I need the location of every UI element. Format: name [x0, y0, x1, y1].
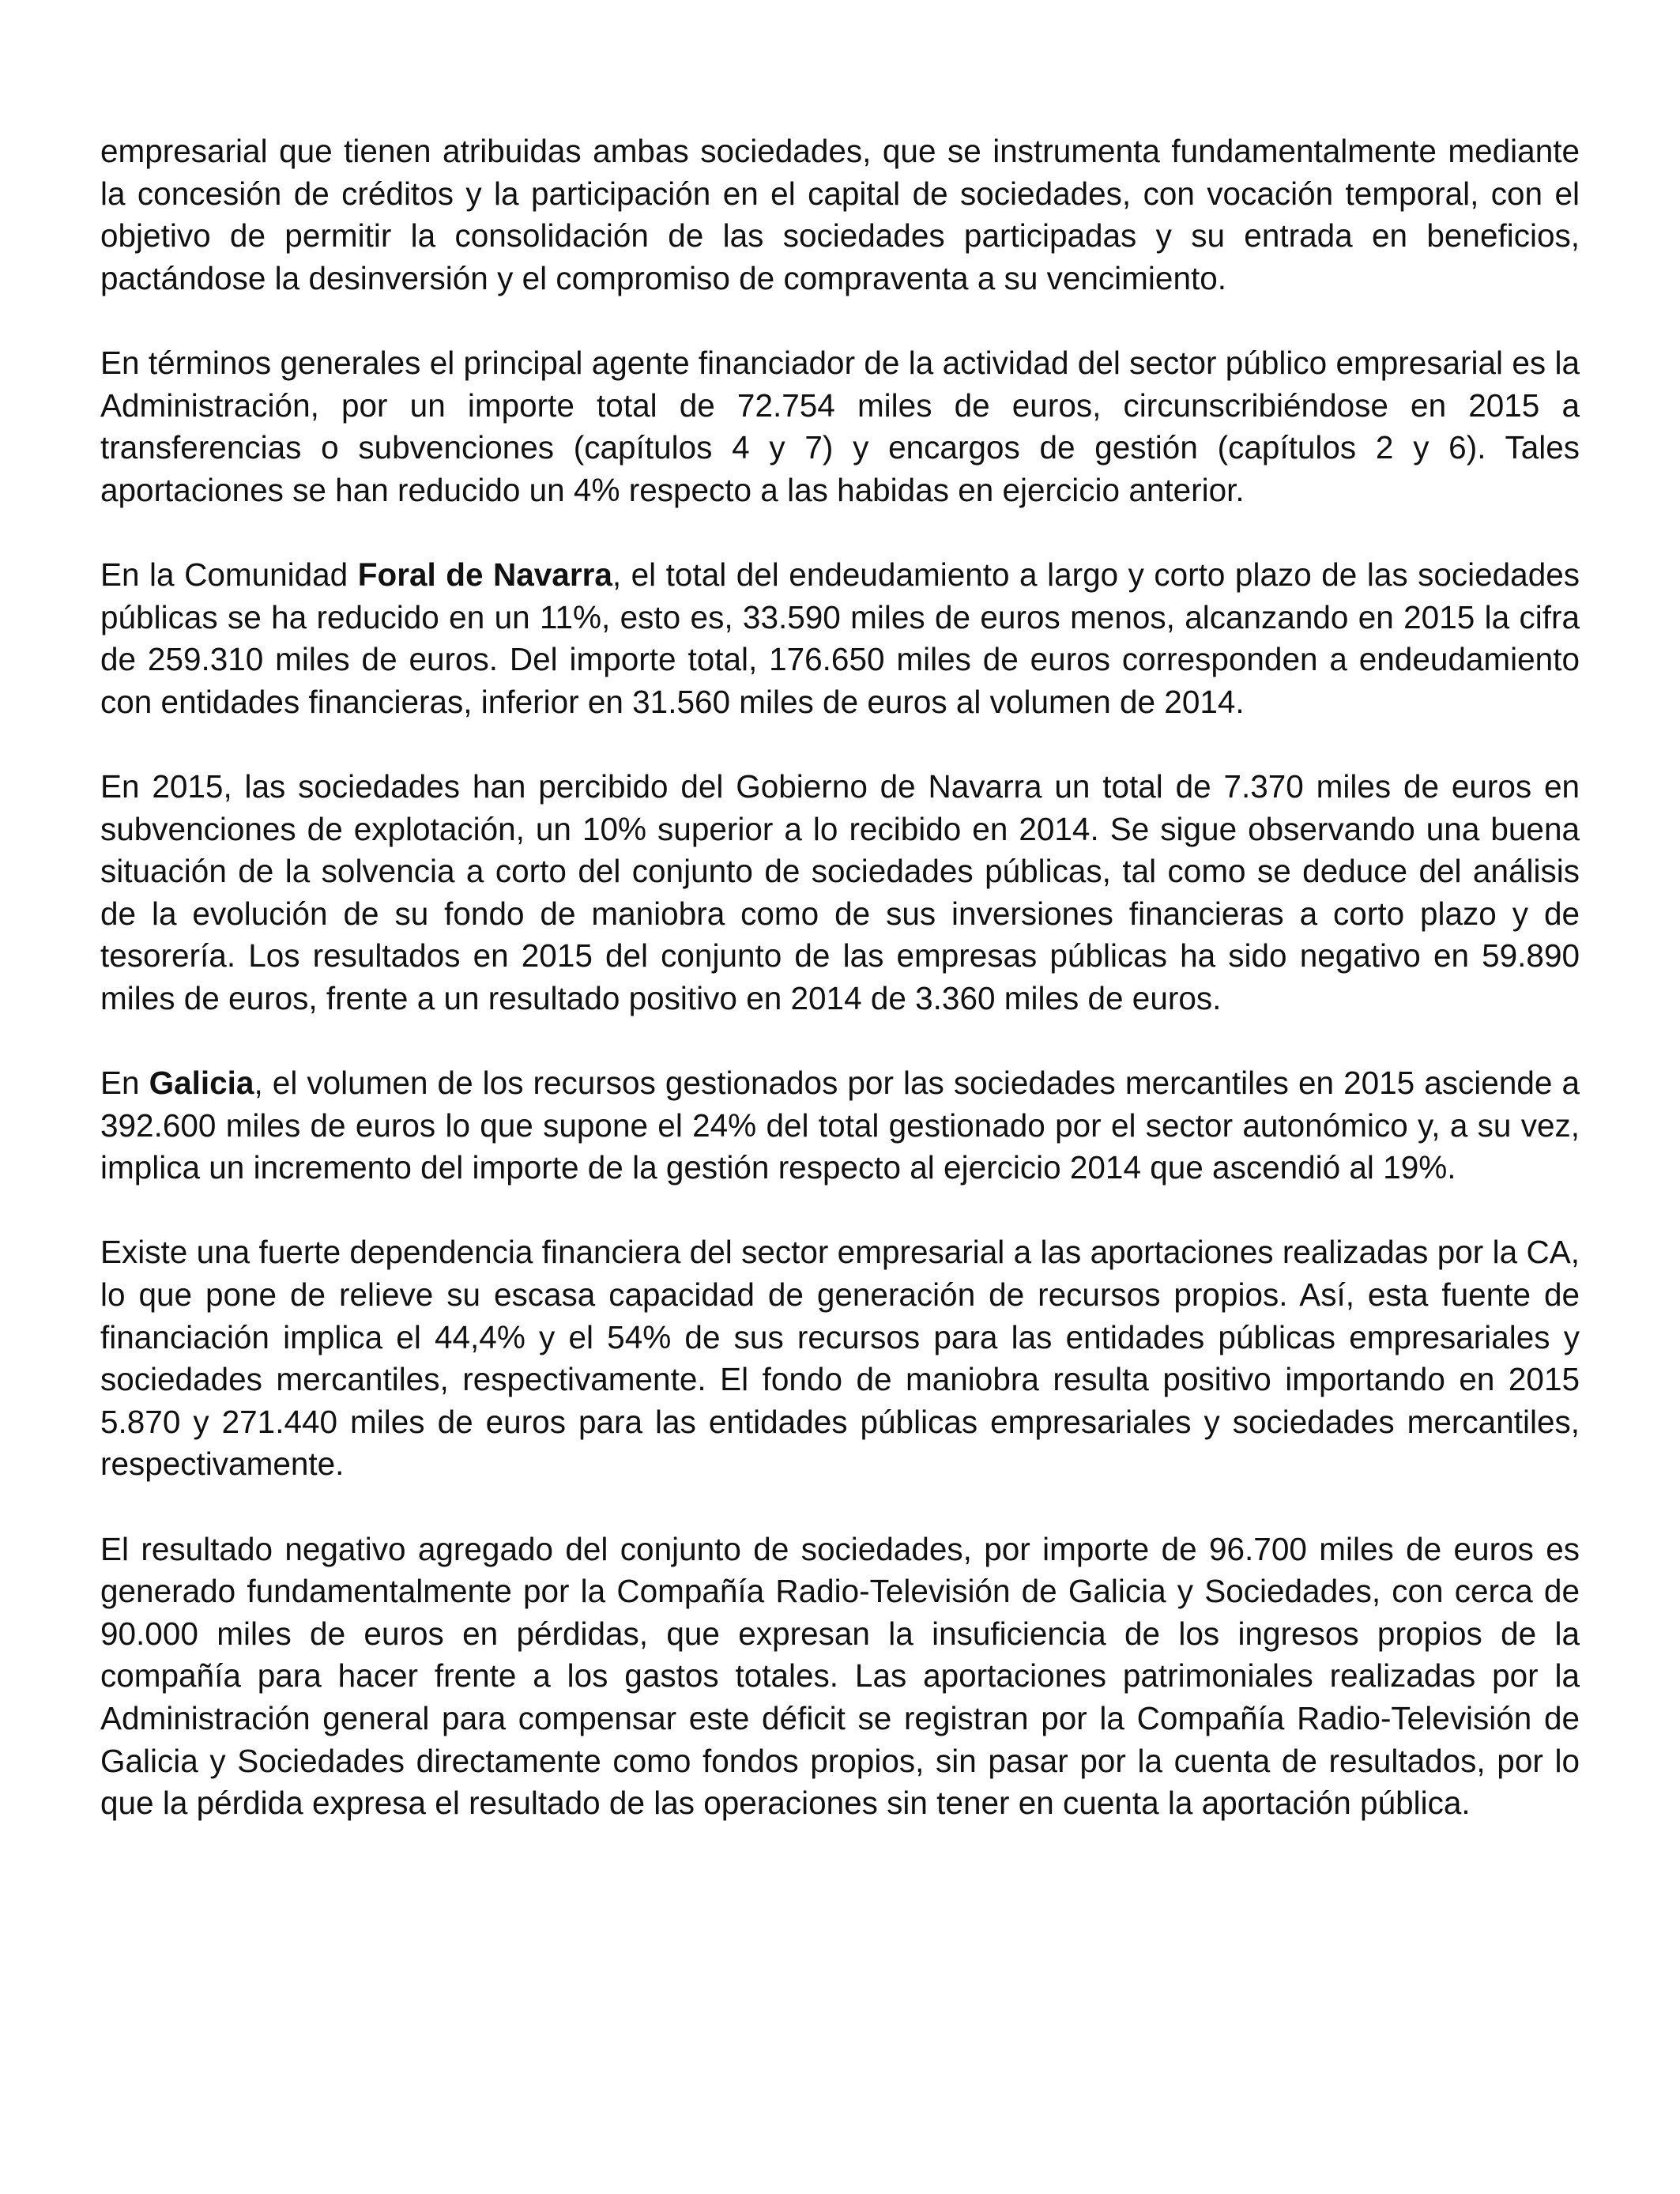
paragraph-3-text-rest: , el total del endeudamiento a largo y corto plazo de las sociedades públicas se ha reducido en un 11%, esto es, 33.590 miles de euros menos, alcanzando en 2015 la cifra de 259.310 miles de euros. Del importe total, 176.650 miles de euros corresponden a endeudamiento con entidades financieras, inferior en 31.560 miles de euros al volumen de 2014.: [100, 556, 1580, 720]
paragraph-6-text: Existe una fuerte dependencia financiera del sector empresarial a las aportaciones realizadas por la CA, lo que pone de relieve su escasa capacidad de generación de recursos propios. Así, esta fuente de financiación implica el 44,4% y el 54% de sus recursos para las entidades públicas empresariales y sociedades mercantiles, respectivamente. El fondo de maniobra resulta positivo importando en 2015 5.870 y 271.440 miles de euros para las entidades públicas empresariales y sociedades mercantiles, respectivamente.: [100, 1234, 1580, 1483]
region-name-navarra: Foral de Navarra: [357, 556, 612, 593]
paragraph-2-text: En términos generales el principal agente financiador de la actividad del sector público empresarial es la Administración, por un importe total de 72.754 miles de euros, circunscribiéndose en 2015 a transferencias o subvenciones (capítulos 4 y 7) y encargos de gestión (capítulos 2 y 6). Tales aportaciones se han reducido un 4% respecto a las habidas en ejercicio anterior.: [100, 344, 1580, 508]
paragraph-7-text: El resultado negativo agregado del conjunto de sociedades, por importe de 96.700 miles de euros es generado fundamentalmente por la Compañía Radio-Televisión de Galicia y Sociedades, con cerca de 90.000 miles de euros en pérdidas, que expresan la insuficiencia de los ingresos propios de la compañía para hacer frente a los gastos totales. Las aportaciones patrimoniales realizadas por la Administración general para compensar este déficit se registran por la Compañía Radio-Televisión de Galicia y Sociedades directamente como fondos propios, sin pasar por la cuenta de resultados, por lo que la pérdida expresa el resultado de las operaciones sin tener en cuenta la aportación pública.: [100, 1530, 1580, 1822]
paragraph-4: [100, 766, 1580, 1020]
paragraph-5: [100, 1062, 1580, 1189]
paragraph-3-text-start: En la Comunidad: [100, 556, 358, 593]
document-page: [100, 130, 1580, 1867]
paragraph-2: [100, 342, 1580, 511]
paragraph-1: [100, 130, 1580, 300]
paragraph-6: [100, 1231, 1580, 1486]
paragraph-7: [100, 1529, 1580, 1825]
paragraph-5-text-start: En: [100, 1065, 149, 1102]
paragraph-5-text-rest: , el volumen de los recursos gestionados por las sociedades mercantiles en 2015 asciende a 392.600 miles de euros lo que supone el 24% del total gestionado por el sector autonómico y, a su vez, implica un incremento del importe de la gestión respecto al ejercicio 2014 que ascendió al 19%.: [100, 1065, 1580, 1186]
paragraph-1-text: empresarial que tienen atribuidas ambas sociedades, que se instrumenta fundamentalmente mediante la concesión de créditos y la participación en el capital de sociedades, con vocación temporal, con el objetivo de permitir la consolidación de las sociedades participadas y su entrada en beneficios, pactándose la desinversión y el compromiso de compraventa a su vencimiento.: [100, 133, 1580, 296]
paragraph-3: [100, 554, 1580, 723]
region-name-galicia: Galicia: [149, 1065, 254, 1102]
paragraph-4-text: En 2015, las sociedades han percibido del Gobierno de Navarra un total de 7.370 miles de euros en subvenciones de explotación, un 10% superior a lo recibido en 2014. Se sigue observando una buena situación de la solvencia a corto del conjunto de sociedades públicas, tal como se deduce del análisis de la evolución de su fondo de maniobra como de sus inversiones financieras a corto plazo y de tesorería. Los resultados en 2015 del conjunto de las empresas públicas ha sido negativo en 59.890 miles de euros, frente a un resultado positivo en 2014 de 3.360 miles de euros.: [100, 767, 1580, 1016]
